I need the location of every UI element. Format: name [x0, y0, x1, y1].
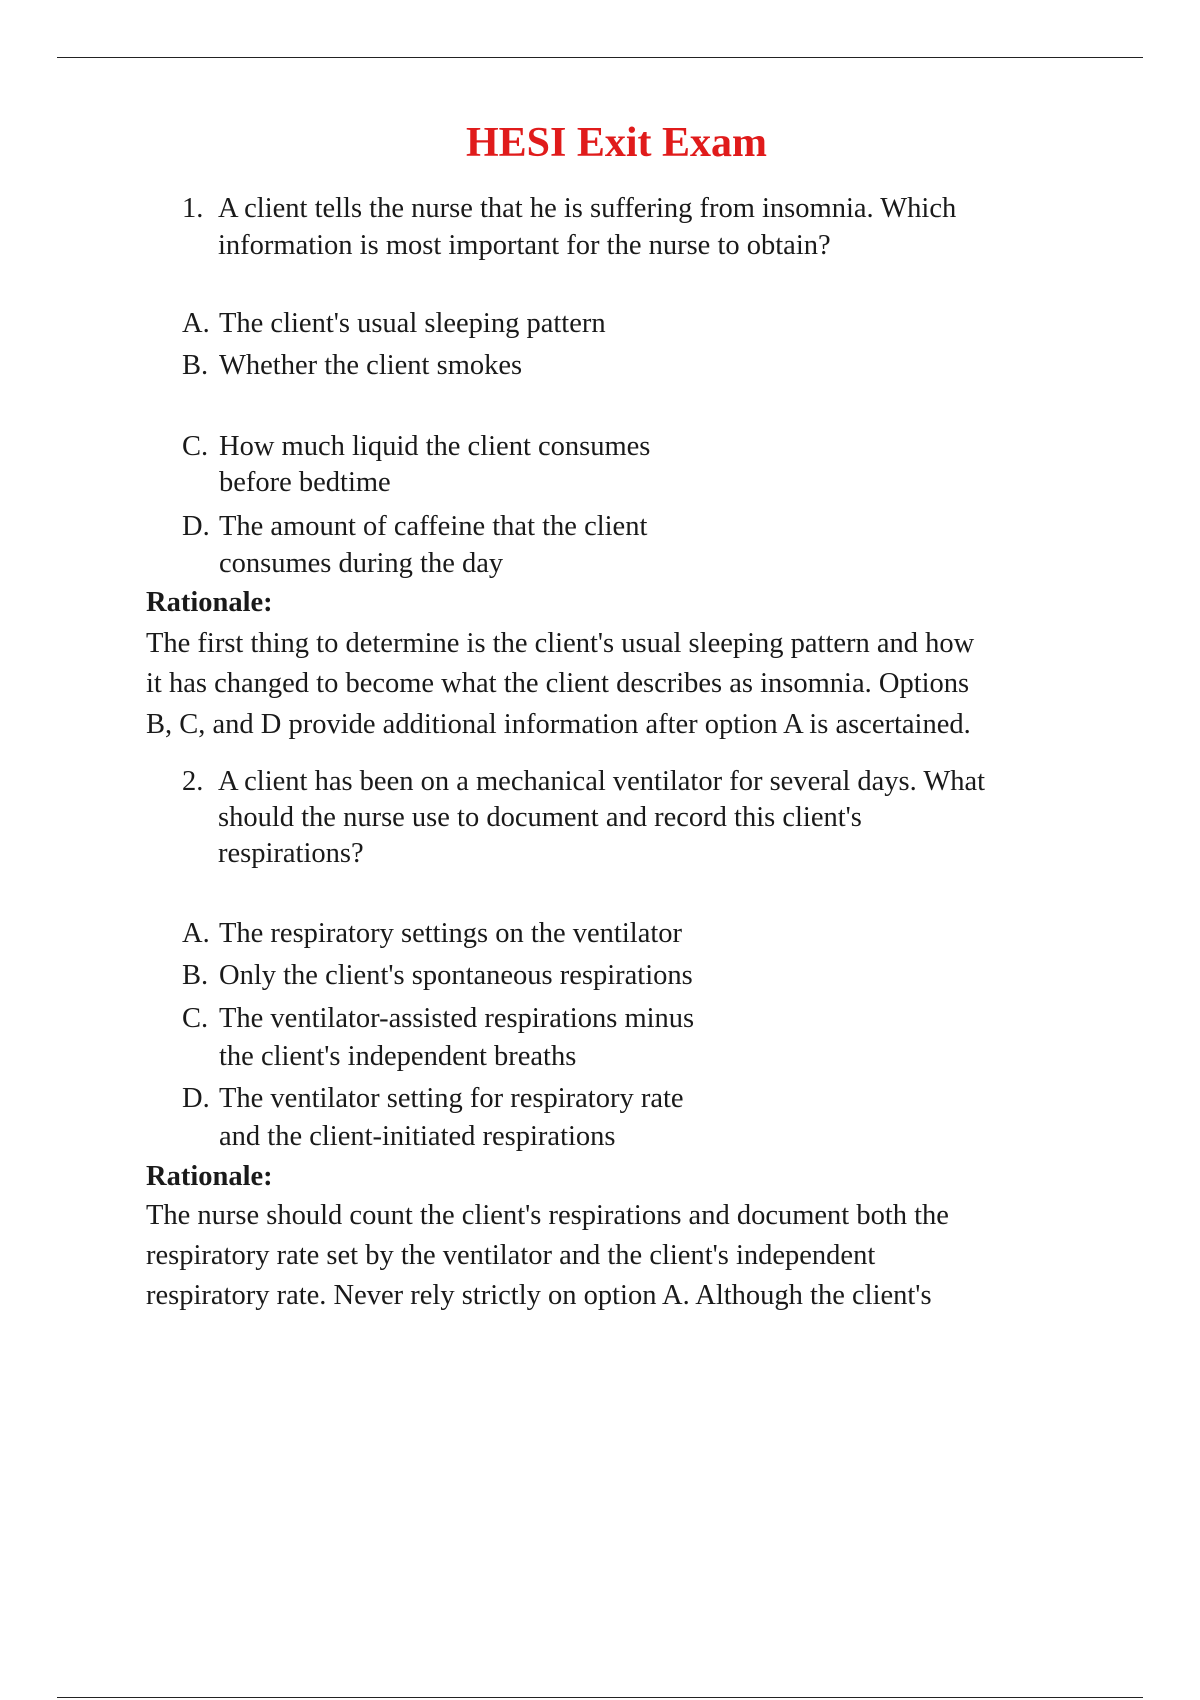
question-2-stem-line-1: A client has been on a mechanical ventilator for several days. What — [218, 766, 986, 797]
page-title: HESI Exit Exam — [465, 120, 768, 166]
question-1-option-d-line-1: The amount of caffeine that the client — [219, 511, 648, 542]
question-2-stem-line-2: should the nurse use to document and record this client's — [218, 802, 862, 833]
question-2-rationale-line-2: respiratory rate set by the ventilator and the client's independent — [146, 1240, 876, 1271]
question-2-option-a-letter: A. — [182, 918, 210, 949]
question-2-option-b-text: Only the client's spontaneous respirations — [219, 960, 693, 991]
question-2-stem-line-3: respirations? — [218, 838, 364, 869]
question-1-rationale-line-1: The first thing to determine is the client's usual sleeping pattern and how — [146, 628, 975, 659]
question-2-rationale-line-3: respiratory rate. Never rely strictly on option A. Although the client's — [146, 1280, 932, 1311]
question-2-rationale-label: Rationale: — [146, 1161, 273, 1192]
question-2-option-c-line-1: The ventilator-assisted respirations minus — [219, 1003, 695, 1034]
question-1-stem-line-1: A client tells the nurse that he is suffering from insomnia. Which — [218, 193, 957, 224]
question-1-option-c-line-1: How much liquid the client consumes — [219, 431, 651, 462]
question-2-option-a-text: The respiratory settings on the ventilator — [219, 918, 682, 949]
question-1-rationale-label: Rationale: — [146, 587, 273, 618]
question-1-rationale-line-2: it has changed to become what the client describes as insomnia. Options — [146, 668, 970, 699]
question-1-stem-line-2: information is most important for the nurse to obtain? — [218, 230, 831, 261]
question-1-rationale-line-3: B, C, and D provide additional information after option A is ascertained. — [146, 709, 971, 740]
question-2-option-c-letter: C. — [182, 1003, 209, 1034]
question-1-option-c-letter: C. — [182, 431, 209, 462]
question-1-option-c-line-2: before bedtime — [219, 467, 391, 498]
question-1-option-a-text: The client's usual sleeping pattern — [219, 308, 606, 339]
question-2-option-d-line-2: and the client-initiated respirations — [219, 1121, 616, 1152]
question-1-option-d-line-2: consumes during the day — [219, 548, 504, 579]
question-2-rationale-line-1: The nurse should count the client's respirations and document both the — [146, 1200, 949, 1231]
question-2-number: 2. — [182, 766, 204, 797]
question-1-option-d-letter: D. — [182, 511, 210, 542]
question-2-option-c-line-2: the client's independent breaths — [219, 1041, 577, 1072]
question-1-option-a-letter: A. — [182, 308, 210, 339]
question-2-option-b-letter: B. — [182, 960, 209, 991]
question-2-option-d-line-1: The ventilator setting for respiratory rate — [219, 1083, 684, 1114]
footer-rule — [57, 1697, 1143, 1698]
header-rule — [57, 57, 1143, 58]
question-2-option-d-letter: D. — [182, 1083, 210, 1114]
question-1-option-b-letter: B. — [182, 350, 209, 381]
question-1-number: 1. — [182, 193, 204, 224]
question-1-option-b-text: Whether the client smokes — [219, 350, 523, 381]
